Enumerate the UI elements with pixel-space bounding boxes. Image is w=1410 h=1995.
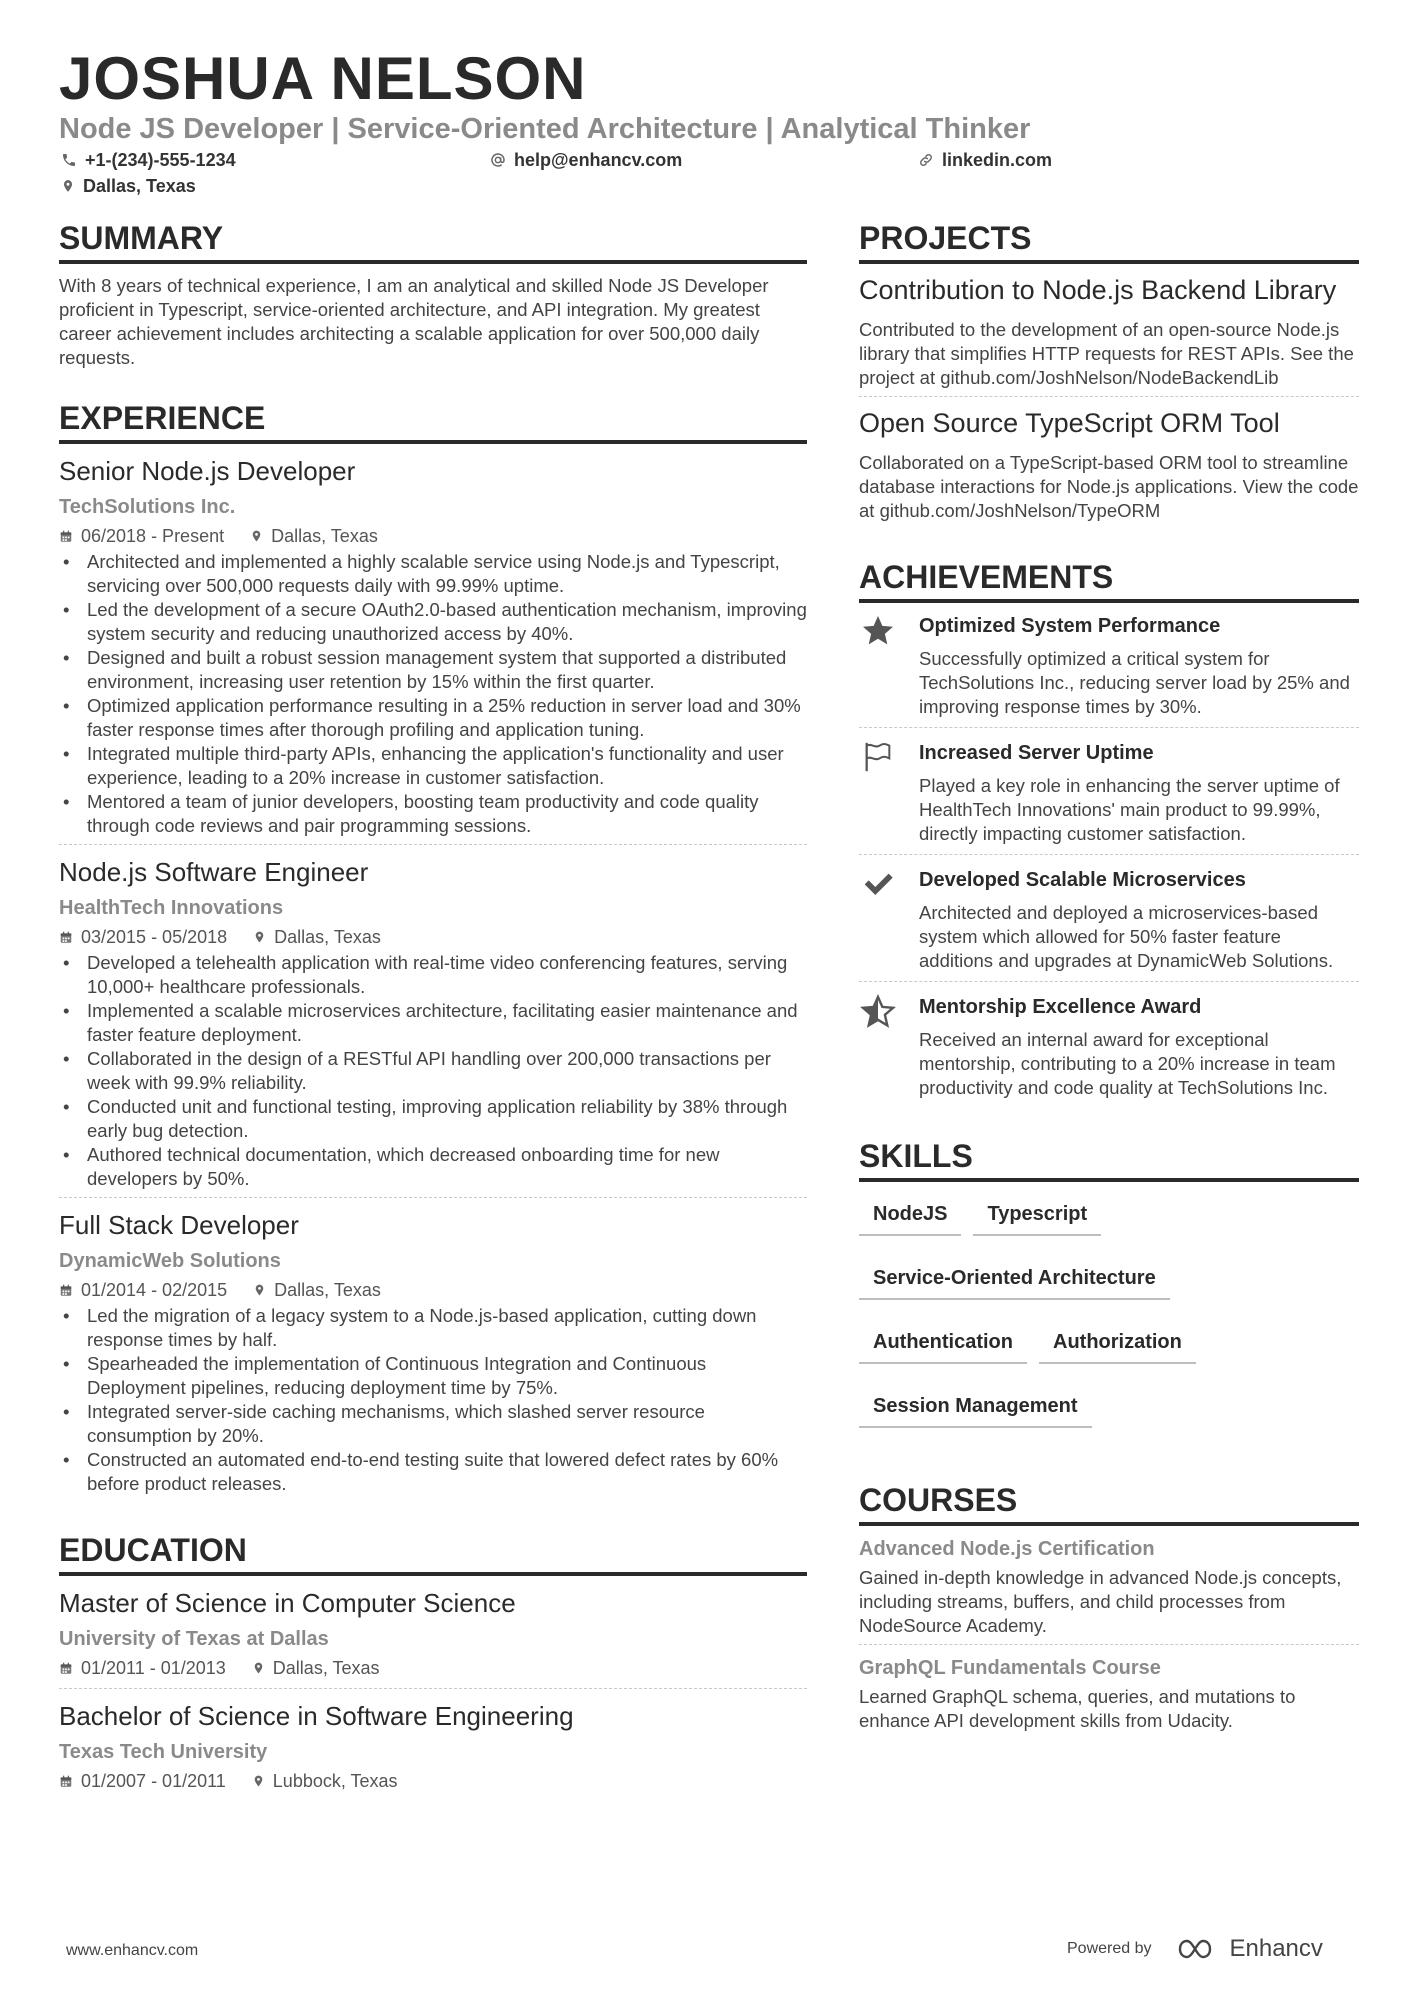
- contact-email[interactable]: [490, 149, 682, 171]
- job-dates: [59, 524, 224, 548]
- achievement-title: Mentorship Excellence Award: [919, 996, 1202, 1018]
- education-section: [59, 1530, 807, 1801]
- experience-heading: EXPERIENCE: [59, 398, 807, 444]
- education-location: [252, 1769, 398, 1793]
- job-dates-text: 01/2014 - 02/2015: [81, 1280, 228, 1300]
- skill-tag: Authorization: [1039, 1324, 1196, 1364]
- link-text: linkedin.com: [942, 150, 1053, 170]
- course-title: GraphQL Fundamentals Course: [859, 1657, 1161, 1679]
- job-location-text: Dallas, Texas: [274, 927, 381, 947]
- calendar-icon: [59, 1774, 73, 1789]
- contact-location: [61, 175, 196, 197]
- bullet-item: • Integrated server-side caching mechanisms, which slashed server resource consumption by 20%.: [59, 1400, 807, 1448]
- star-outline-icon: [859, 994, 897, 1030]
- skills-section: [859, 1136, 1359, 1452]
- email-text: help@enhancv.com: [514, 150, 683, 170]
- course-title: Advanced Node.js Certification: [859, 1538, 1155, 1560]
- skill-tag: Session Management: [859, 1388, 1092, 1428]
- project-entry: [859, 407, 1359, 529]
- enhancv-logo-icon: [1176, 1937, 1222, 1961]
- location-pin-icon: [253, 929, 266, 945]
- course-entry: [859, 1655, 1359, 1739]
- education-location: [252, 1656, 380, 1680]
- achievements-section: [859, 557, 1359, 1108]
- job-title: Node.js Software Engineer: [59, 857, 369, 887]
- location-pin-icon: [252, 1773, 265, 1789]
- summary-heading: SUMMARY: [59, 218, 807, 264]
- bullet-item: • Mentored a team of junior developers, boosting team productivity and code quality through code reviews and pair programming sessions.: [59, 790, 807, 838]
- education-entry: [59, 1586, 807, 1689]
- bullet-item: • Developed a telehealth application with real-time video conferencing features, serving 10,000+ healthcare professionals.: [59, 951, 807, 999]
- achievement-title: Increased Server Uptime: [919, 742, 1154, 764]
- education-dates-text: 01/2011 - 01/2013: [81, 1658, 226, 1678]
- bullet-item: • Designed and built a robust session management system that supported a distributed environment, increasing user retention by 15% within the first quarter.: [59, 646, 807, 694]
- check-icon: [859, 867, 897, 899]
- education-location-text: Lubbock, Texas: [272, 1771, 398, 1791]
- job-meta: [59, 925, 807, 949]
- summary-section: [59, 218, 807, 370]
- experience-entry: [59, 855, 807, 1198]
- job-location: [250, 524, 378, 548]
- calendar-icon: [59, 1283, 73, 1298]
- location-text: Dallas, Texas: [83, 176, 196, 196]
- education-meta: [59, 1656, 807, 1680]
- education-dates-text: 01/2007 - 01/2011: [81, 1771, 226, 1791]
- job-location: [253, 1278, 381, 1302]
- degree-title: Bachelor of Science in Software Engineering: [59, 1701, 574, 1731]
- phone-text: +1-(234)-555-1234: [85, 150, 236, 170]
- skill-tag: NodeJS: [859, 1196, 961, 1236]
- education-entry: [59, 1699, 807, 1801]
- achievement-entry: [859, 740, 1359, 855]
- achievement-icon-wrap: [859, 613, 919, 719]
- job-title: Senior Node.js Developer: [59, 456, 356, 486]
- location-pin-icon: [250, 528, 263, 544]
- summary-text: With 8 years of technical experience, I am an analytical and skilled Node JS Developer proficient in Typescript, service-oriented architecture, and API integration. My greatest career achievement includes architecting a scalable application for over 500,000 daily requests.: [59, 275, 769, 368]
- job-bullets: [59, 951, 807, 1191]
- achievement-entry: [859, 613, 1359, 728]
- achievement-entry: [859, 867, 1359, 982]
- education-heading: EDUCATION: [59, 1530, 807, 1576]
- footer-website[interactable]: www.enhancv.com: [66, 1942, 199, 1959]
- candidate-headline: Node JS Developer | Service-Oriented Architecture | Analytical Thinker: [59, 113, 1031, 145]
- bullet-item: • Collaborated in the design of a RESTful API handling over 200,000 transactions per week with 99.9% reliability.: [59, 1047, 807, 1095]
- job-bullets: [59, 1304, 807, 1496]
- project-description: Contributed to the development of an open-source Node.js library that simplifies HTTP requests for REST APIs. See the project at github.com/JoshNelson/NodeBackendLib: [859, 319, 1354, 388]
- education-dates: [59, 1769, 226, 1793]
- course-description: Gained in-depth knowledge in advanced Node.js concepts, including streams, buffers, and child processes from NodeSource Academy.: [859, 1567, 1342, 1636]
- course-entry: [859, 1536, 1359, 1645]
- job-bullets: [59, 550, 807, 838]
- achievement-icon-wrap: [859, 867, 919, 973]
- achievements-heading: ACHIEVEMENTS: [859, 557, 1359, 603]
- achievement-text: Architected and deployed a microservices-based system which allowed for 50% faster feature additions and upgrades at DynamicWeb Solutions.: [919, 902, 1334, 971]
- calendar-icon: [59, 930, 73, 945]
- footer-branding[interactable]: [1067, 1935, 1323, 1963]
- job-dates-text: 03/2015 - 05/2018: [81, 927, 228, 947]
- projects-section: [859, 218, 1359, 529]
- bullet-item: • Integrated multiple third-party APIs, enhancing the application's functionality and user experience, leading to a 20% increase in customer satisfaction.: [59, 742, 807, 790]
- job-location-text: Dallas, Texas: [274, 1280, 381, 1300]
- experience-entry: [59, 1208, 807, 1502]
- courses-section: [859, 1480, 1359, 1739]
- location-pin-icon: [253, 1282, 266, 1298]
- bullet-item: • Spearheaded the implementation of Continuous Integration and Continuous Deployment pipelines, reducing deployment time by 75%.: [59, 1352, 807, 1400]
- degree-title: Master of Science in Computer Science: [59, 1588, 516, 1618]
- phone-icon: [61, 152, 77, 168]
- job-dates-text: 06/2018 - Present: [81, 526, 225, 546]
- bullet-item: • Led the migration of a legacy system to a Node.js-based application, cutting down response times by half.: [59, 1304, 807, 1352]
- skills-list: [859, 1192, 1359, 1452]
- skills-heading: SKILLS: [859, 1136, 1359, 1182]
- bullet-item: • Led the development of a secure OAuth2.0-based authentication mechanism, improving system security and reducing unauthorized access by 40%.: [59, 598, 807, 646]
- school-name: Texas Tech University: [59, 1741, 268, 1763]
- projects-heading: PROJECTS: [859, 218, 1359, 264]
- job-dates: [59, 1278, 227, 1302]
- achievement-text: Successfully optimized a critical system for TechSolutions Inc., reducing server load by 25% and improving response times by 30%.: [919, 648, 1350, 717]
- link-icon: [918, 152, 934, 168]
- achievement-entry: [859, 994, 1359, 1108]
- project-entry: [859, 274, 1359, 397]
- calendar-icon: [59, 529, 73, 544]
- courses-heading: COURSES: [859, 1480, 1359, 1526]
- company-name: DynamicWeb Solutions: [59, 1250, 281, 1272]
- candidate-name: JOSHUA NELSON: [59, 45, 587, 112]
- contact-phone[interactable]: [61, 149, 236, 171]
- bullet-item: • Optimized application performance resulting in a 25% reduction in server load and 30% faster response times after thorough profiling and application tuning.: [59, 694, 807, 742]
- location-pin-icon: [61, 178, 75, 194]
- job-location-text: Dallas, Texas: [271, 526, 378, 546]
- at-icon: [490, 152, 506, 168]
- education-meta: [59, 1769, 807, 1793]
- bullet-item: • Architected and implemented a highly scalable service using Node.js and Typescript, servicing over 500,000 requests daily with 99.99% uptime.: [59, 550, 807, 598]
- brand-name: Enhancv: [1229, 1935, 1323, 1962]
- job-title: Full Stack Developer: [59, 1210, 299, 1240]
- achievement-body: [919, 994, 1359, 1100]
- powered-by-label: Powered by: [1067, 1940, 1152, 1957]
- left-column: [59, 218, 807, 1829]
- skill-tag: Service-Oriented Architecture: [859, 1260, 1170, 1300]
- calendar-icon: [59, 1661, 73, 1676]
- achievement-title: Developed Scalable Microservices: [919, 869, 1246, 891]
- contact-link[interactable]: [918, 149, 1052, 171]
- education-dates: [59, 1656, 226, 1680]
- course-description: Learned GraphQL schema, queries, and mutations to enhance API development skills from Udacity.: [859, 1686, 1296, 1731]
- project-title: Open Source TypeScript ORM Tool: [859, 408, 1280, 438]
- job-meta: [59, 524, 807, 548]
- achievement-body: [919, 740, 1359, 846]
- skill-tag: Typescript: [973, 1196, 1101, 1236]
- achievement-icon-wrap: [859, 740, 919, 846]
- right-column: [859, 218, 1359, 1767]
- achievement-body: [919, 867, 1359, 973]
- bullet-item: • Constructed an automated end-to-end testing suite that lowered defect rates by 60% before product releases.: [59, 1448, 807, 1496]
- job-location: [253, 925, 381, 949]
- education-location-text: Dallas, Texas: [272, 1658, 380, 1678]
- experience-entry: [59, 454, 807, 845]
- achievement-title: Optimized System Performance: [919, 615, 1221, 637]
- flag-icon: [859, 740, 897, 774]
- company-name: TechSolutions Inc.: [59, 496, 236, 518]
- star-icon: [859, 613, 897, 649]
- experience-section: [59, 398, 807, 1502]
- project-title: Contribution to Node.js Backend Library: [859, 275, 1337, 305]
- skill-tag: Authentication: [859, 1324, 1027, 1364]
- achievement-icon-wrap: [859, 994, 919, 1100]
- school-name: University of Texas at Dallas: [59, 1628, 329, 1650]
- bullet-item: • Implemented a scalable microservices architecture, facilitating easier maintenance and faster feature deployment.: [59, 999, 807, 1047]
- achievement-body: [919, 613, 1359, 719]
- location-pin-icon: [252, 1660, 265, 1676]
- bullet-item: • Authored technical documentation, which decreased onboarding time for new developers by 50%.: [59, 1143, 807, 1191]
- project-description: Collaborated on a TypeScript-based ORM tool to streamline database interactions for Node.js applications. View the code at github.com/JoshNelson/TypeORM: [859, 452, 1359, 521]
- job-meta: [59, 1278, 807, 1302]
- job-dates: [59, 925, 227, 949]
- achievement-text: Received an internal award for exceptional mentorship, contributing to a 20% increase in team productivity and code quality at TechSolutions Inc.: [919, 1029, 1336, 1098]
- achievement-text: Played a key role in enhancing the server uptime of HealthTech Innovations' main product to 99.99%, directly impacting customer satisfaction.: [919, 775, 1340, 844]
- company-name: HealthTech Innovations: [59, 897, 284, 919]
- bullet-item: • Conducted unit and functional testing, improving application reliability by 38% through early bug detection.: [59, 1095, 807, 1143]
